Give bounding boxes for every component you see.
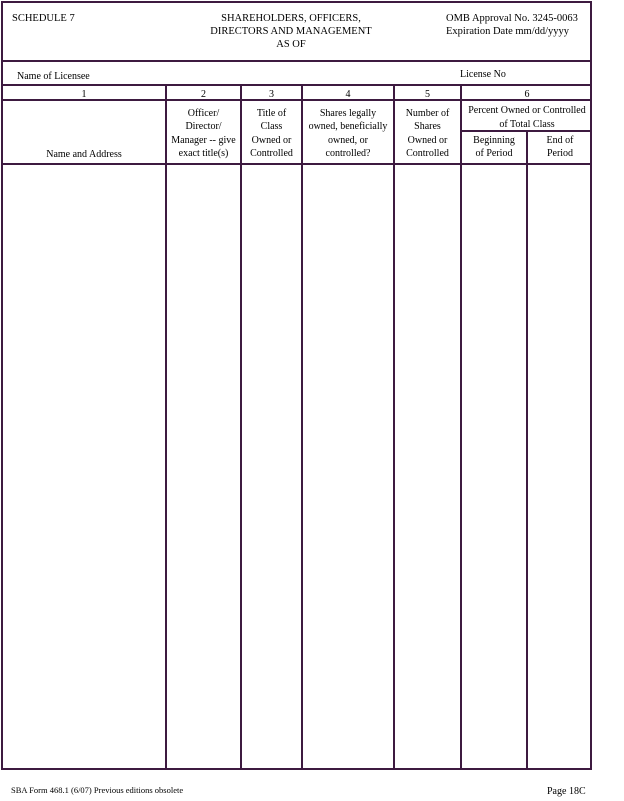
col-divider-6: [526, 130, 528, 768]
col-2-header-line2: Director/: [185, 121, 222, 132]
title-line-3: AS OF: [276, 39, 306, 50]
column-header-divider: [3, 163, 590, 165]
col-4-header-line4: controlled?: [325, 148, 371, 159]
col-4-header-line3: owned, or: [328, 135, 368, 146]
form-frame: [1, 1, 592, 770]
col-5-header-line2: Shares: [414, 121, 441, 132]
col-2-header-line1: Officer/: [187, 108, 220, 119]
col-5-header-line3: Owned or: [407, 135, 448, 146]
licensee-name-label: Name of Licensee: [17, 71, 90, 82]
col-divider-2: [240, 84, 242, 768]
license-number-label: License No: [460, 69, 506, 80]
col-3-number: 3: [269, 89, 274, 100]
col-3-header-line1: Title of: [256, 108, 287, 119]
col-3-header-line3: Owned or: [251, 135, 292, 146]
col-2-number: 2: [201, 89, 206, 100]
col-3-header-line4: Controlled: [250, 148, 293, 159]
schedule-label: SCHEDULE 7: [12, 13, 75, 24]
col-6a-header-line1: Beginning: [473, 135, 515, 146]
col-divider-4: [393, 84, 395, 768]
col-6b-header-line1: End of: [546, 135, 574, 146]
col-6-header-line2: of Total Class: [499, 119, 555, 130]
col-1-header: Name and Address: [46, 149, 122, 160]
title-line-2: DIRECTORS AND MANAGEMENT: [210, 26, 372, 37]
omb-approval: OMB Approval No. 3245-0063: [446, 13, 578, 24]
col-5-number: 5: [425, 89, 430, 100]
col-4-header-line1: Shares legally: [319, 108, 377, 119]
col-divider-5: [460, 84, 462, 768]
page-number: Page 18C: [547, 786, 586, 797]
col-6-header-line1: Percent Owned or Controlled: [468, 105, 586, 116]
col-6-number: 6: [524, 89, 530, 100]
col-5-header-line4: Controlled: [406, 148, 449, 159]
col-6b-header-line2: Period: [546, 148, 574, 159]
col-2-header-line4: exact title(s): [178, 148, 229, 159]
form-number: SBA Form 468.1 (6/07) Previous editions obsolete: [11, 785, 184, 795]
expiration-date: Expiration Date mm/dd/yyyy: [446, 26, 570, 37]
col-divider-3: [301, 84, 303, 768]
col-4-number: 4: [345, 89, 351, 100]
col-2-header-line3: Manager -- give: [171, 135, 236, 146]
col-divider-1: [165, 84, 167, 768]
col-4-header-line2: owned, beneficially: [308, 121, 388, 132]
col-5-header-line1: Number of: [405, 108, 450, 119]
licensee-divider: [3, 84, 590, 86]
col-3-header-line2: Class: [260, 121, 283, 132]
title-line-1: SHAREHOLDERS, OFFICERS,: [221, 13, 361, 24]
col-1-number: 1: [81, 89, 87, 100]
col-6a-header-line2: of Period: [475, 148, 513, 159]
header-divider: [3, 60, 590, 62]
